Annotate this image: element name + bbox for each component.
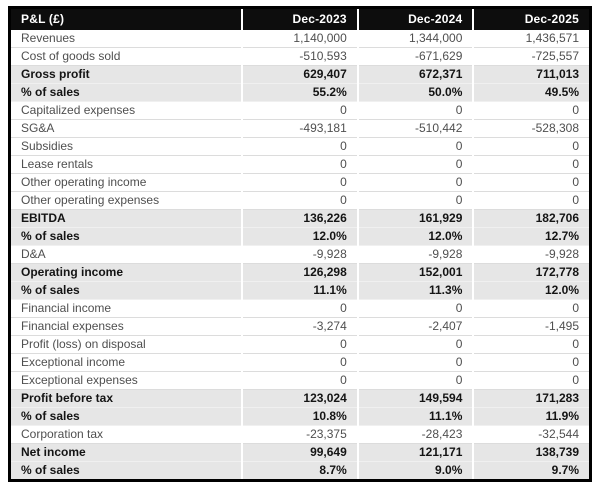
cell-value: 0 [358,354,474,372]
column-header: Dec-2024 [358,9,474,30]
cell-value: 711,013 [473,66,589,84]
cell-value: 126,298 [242,264,358,282]
cell-value: 149,594 [358,390,474,408]
row-label: % of sales [11,408,242,426]
row-label: Subsidies [11,138,242,156]
cell-value: 0 [473,138,589,156]
table-row [11,390,589,408]
cell-value: -32,544 [473,426,589,444]
column-header: Dec-2023 [242,9,358,30]
cell-value: 0 [473,174,589,192]
row-label: D&A [11,246,242,264]
row-label: Cost of goods sold [11,48,242,66]
cell-value: 629,407 [242,66,358,84]
table-row [11,246,589,264]
cell-value: 0 [242,336,358,354]
cell-value: 161,929 [358,210,474,228]
table-row [11,210,589,228]
cell-value: 172,778 [473,264,589,282]
row-label: Lease rentals [11,156,242,174]
cell-value: 49.5% [473,84,589,102]
cell-value: 1,344,000 [358,30,474,48]
cell-value: -725,557 [473,48,589,66]
row-label: Profit before tax [11,390,242,408]
cell-value: 50.0% [358,84,474,102]
row-label: Corporation tax [11,426,242,444]
cell-value: -528,308 [473,120,589,138]
pnl-statement-table-frame [8,6,592,482]
row-label: EBITDA [11,210,242,228]
cell-value: -671,629 [358,48,474,66]
cell-value: 0 [473,102,589,120]
cell-value: 0 [473,336,589,354]
cell-value: 138,739 [473,444,589,462]
cell-value: 136,226 [242,210,358,228]
table-row [11,426,589,444]
cell-value: 0 [358,300,474,318]
cell-value: 12.7% [473,228,589,246]
table-title-cell: P&L (£) [11,9,242,30]
cell-value: 1,436,571 [473,30,589,48]
cell-value: 672,371 [358,66,474,84]
cell-value: -3,274 [242,318,358,336]
table-row [11,318,589,336]
cell-value: 55.2% [242,84,358,102]
cell-value: 99,649 [242,444,358,462]
table-row [11,138,589,156]
cell-value: -23,375 [242,426,358,444]
row-label: Capitalized expenses [11,102,242,120]
cell-value: 123,024 [242,390,358,408]
cell-value: 152,001 [358,264,474,282]
cell-value: 0 [242,102,358,120]
cell-value: 182,706 [473,210,589,228]
cell-value: -28,423 [358,426,474,444]
cell-value: 0 [358,336,474,354]
cell-value: 0 [358,156,474,174]
table-row [11,120,589,138]
cell-value: 11.1% [242,282,358,300]
cell-value: 0 [242,192,358,210]
cell-value: 9.7% [473,462,589,480]
cell-value: 1,140,000 [242,30,358,48]
cell-value: 11.3% [358,282,474,300]
cell-value: -2,407 [358,318,474,336]
cell-value: 0 [358,174,474,192]
row-label: Revenues [11,30,242,48]
table-row [11,444,589,462]
cell-value: -510,442 [358,120,474,138]
cell-value: 8.7% [242,462,358,480]
table-row [11,336,589,354]
row-label: Gross profit [11,66,242,84]
table-row [11,66,589,84]
table-header-row [11,9,589,30]
row-label: Financial expenses [11,318,242,336]
row-label: % of sales [11,228,242,246]
cell-value: 0 [242,156,358,174]
table-row [11,372,589,390]
cell-value: 0 [473,300,589,318]
row-label: Financial income [11,300,242,318]
cell-value: -510,593 [242,48,358,66]
table-row [11,228,589,246]
table-row [11,192,589,210]
cell-value: 0 [358,192,474,210]
row-label: Net income [11,444,242,462]
pnl-table [11,9,589,479]
row-label: % of sales [11,462,242,480]
cell-value: -493,181 [242,120,358,138]
row-label: % of sales [11,282,242,300]
table-row [11,264,589,282]
cell-value: 0 [358,138,474,156]
table-row [11,354,589,372]
row-label: Operating income [11,264,242,282]
cell-value: 0 [242,354,358,372]
cell-value: -9,928 [358,246,474,264]
cell-value: 12.0% [358,228,474,246]
table-row [11,174,589,192]
row-label: Other operating income [11,174,242,192]
cell-value: -9,928 [242,246,358,264]
table-row [11,408,589,426]
table-row [11,462,589,480]
cell-value: 9.0% [358,462,474,480]
cell-value: 0 [242,372,358,390]
cell-value: 12.0% [473,282,589,300]
table-row [11,156,589,174]
cell-value: 12.0% [242,228,358,246]
cell-value: 0 [242,138,358,156]
cell-value: 11.9% [473,408,589,426]
row-label: % of sales [11,84,242,102]
cell-value: 0 [473,372,589,390]
cell-value: 11.1% [358,408,474,426]
row-label: SG&A [11,120,242,138]
row-label: Exceptional expenses [11,372,242,390]
cell-value: 0 [473,156,589,174]
table-body [11,30,589,479]
cell-value: 0 [473,354,589,372]
row-label: Other operating expenses [11,192,242,210]
table-row [11,30,589,48]
cell-value: 171,283 [473,390,589,408]
table-row [11,48,589,66]
cell-value: 0 [358,372,474,390]
cell-value: 10.8% [242,408,358,426]
cell-value: -9,928 [473,246,589,264]
table-row [11,102,589,120]
table-row [11,300,589,318]
cell-value: -1,495 [473,318,589,336]
table-row [11,282,589,300]
column-header: Dec-2025 [473,9,589,30]
cell-value: 0 [473,192,589,210]
cell-value: 0 [242,300,358,318]
cell-value: 0 [358,102,474,120]
cell-value: 0 [242,174,358,192]
row-label: Exceptional income [11,354,242,372]
cell-value: 121,171 [358,444,474,462]
row-label: Profit (loss) on disposal [11,336,242,354]
table-row [11,84,589,102]
